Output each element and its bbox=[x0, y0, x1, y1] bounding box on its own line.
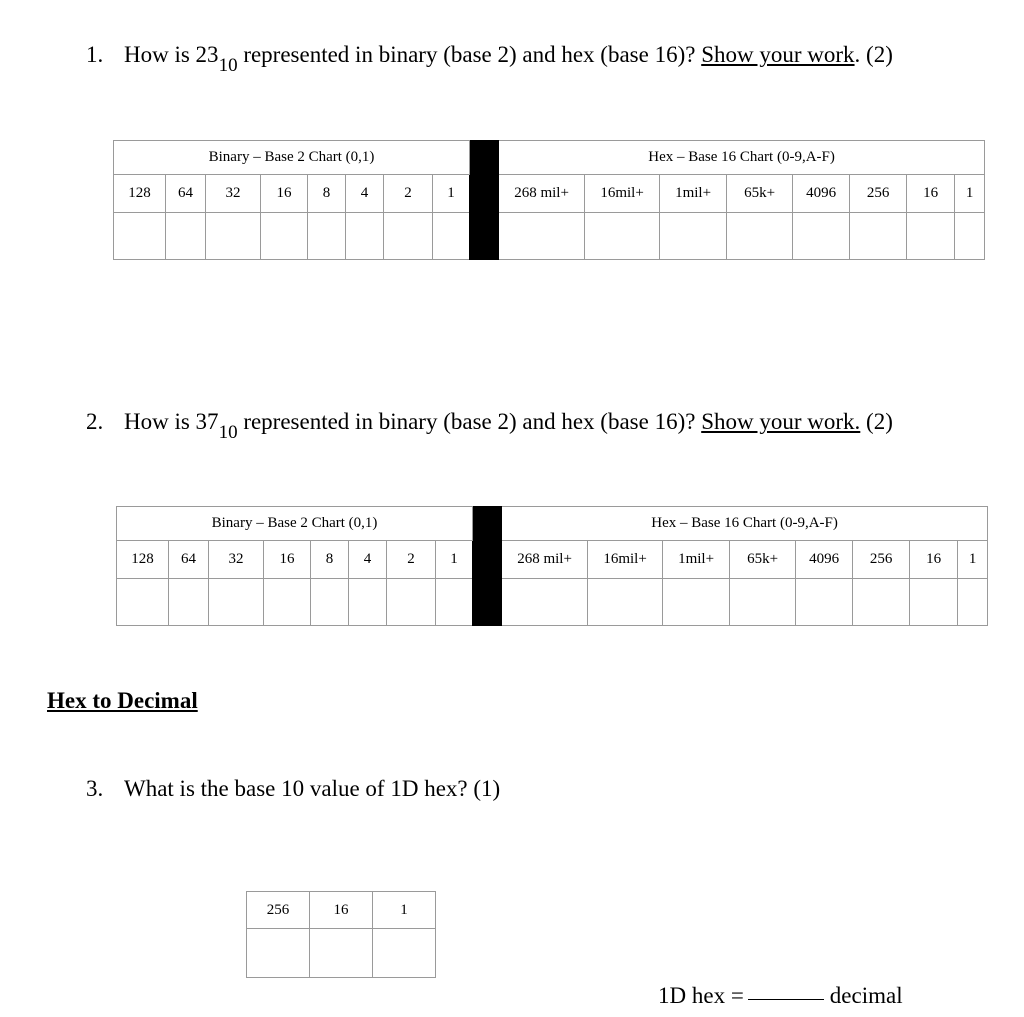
answer-cell[interactable] bbox=[958, 579, 988, 626]
answer-cell[interactable] bbox=[588, 579, 663, 626]
binary-place-value: 16 bbox=[261, 175, 308, 213]
hex-place-value: 256 bbox=[247, 892, 310, 929]
binary-place-value: 16 bbox=[264, 541, 311, 579]
show-work-instruction: Show your work bbox=[701, 42, 855, 67]
answer-cell[interactable] bbox=[264, 579, 311, 626]
hex-place-value: 256 bbox=[853, 541, 910, 579]
hex-place-value: 256 bbox=[850, 175, 907, 213]
answer-cell[interactable] bbox=[436, 579, 473, 626]
answer-cell[interactable] bbox=[502, 579, 588, 626]
hex-place-value: 1 bbox=[373, 892, 436, 929]
binary-place-value: 4 bbox=[349, 541, 387, 579]
hex-chart-title: Hex – Base 16 Chart (0-9,A-F) bbox=[499, 141, 985, 175]
question-1 bbox=[86, 42, 893, 76]
question-text: represented in binary (base 2) and hex (base 16)? bbox=[237, 409, 702, 434]
section-heading: Hex to Decimal bbox=[47, 688, 198, 713]
hex-place-value-chart bbox=[246, 891, 436, 978]
question-text: How is 23 bbox=[124, 42, 219, 67]
answer-cell[interactable] bbox=[387, 579, 436, 626]
binary-place-value: 4 bbox=[346, 175, 384, 213]
chart-divider bbox=[470, 141, 499, 260]
binary-place-value: 64 bbox=[166, 175, 206, 213]
answer-suffix: decimal bbox=[829, 983, 903, 1008]
binary-place-value: 8 bbox=[311, 541, 349, 579]
binary-place-value: 8 bbox=[308, 175, 346, 213]
answer-cell[interactable] bbox=[373, 929, 436, 978]
question-text: How is 37 bbox=[124, 409, 219, 434]
binary-place-value: 64 bbox=[169, 541, 209, 579]
answer-cell[interactable] bbox=[384, 213, 433, 260]
binary-place-value: 1 bbox=[436, 541, 473, 579]
hex-place-value: 1 bbox=[958, 541, 988, 579]
question-points: (2) bbox=[860, 409, 893, 434]
answer-line bbox=[658, 983, 903, 1009]
base-subscript: 10 bbox=[218, 422, 238, 443]
question-number: 1. bbox=[86, 42, 104, 67]
answer-cell[interactable] bbox=[169, 579, 209, 626]
hex-place-value: 1mil+ bbox=[660, 175, 727, 213]
answer-blank[interactable] bbox=[748, 999, 824, 1000]
answer-cell[interactable] bbox=[117, 579, 169, 626]
answer-cell[interactable] bbox=[853, 579, 910, 626]
hex-place-value: 16mil+ bbox=[588, 541, 663, 579]
hex-place-value: 65k+ bbox=[730, 541, 796, 579]
question-2 bbox=[86, 409, 893, 443]
binary-chart-title: Binary – Base 2 Chart (0,1) bbox=[117, 507, 473, 541]
answer-cell[interactable] bbox=[850, 213, 907, 260]
answer-cell[interactable] bbox=[730, 579, 796, 626]
question-text: represented in binary (base 2) and hex (base 16)? bbox=[237, 42, 702, 67]
question-3 bbox=[86, 776, 500, 802]
question-number: 2. bbox=[86, 409, 104, 434]
conversion-chart-2 bbox=[116, 506, 988, 626]
answer-cell[interactable] bbox=[585, 213, 660, 260]
answer-cell[interactable] bbox=[346, 213, 384, 260]
conversion-chart-1 bbox=[113, 140, 985, 260]
answer-cell[interactable] bbox=[796, 579, 853, 626]
answer-cell[interactable] bbox=[349, 579, 387, 626]
show-work-instruction: Show your work. bbox=[701, 409, 861, 434]
question-points: . (2) bbox=[854, 42, 893, 67]
binary-place-value: 2 bbox=[387, 541, 436, 579]
answer-cell[interactable] bbox=[209, 579, 264, 626]
answer-cell[interactable] bbox=[910, 579, 958, 626]
hex-place-value: 16mil+ bbox=[585, 175, 660, 213]
answer-cell[interactable] bbox=[433, 213, 470, 260]
answer-cell[interactable] bbox=[955, 213, 985, 260]
hex-place-value: 16 bbox=[907, 175, 955, 213]
answer-cell[interactable] bbox=[907, 213, 955, 260]
answer-cell[interactable] bbox=[166, 213, 206, 260]
answer-cell[interactable] bbox=[311, 579, 349, 626]
answer-cell[interactable] bbox=[114, 213, 166, 260]
hex-chart-title: Hex – Base 16 Chart (0-9,A-F) bbox=[502, 507, 988, 541]
answer-cell[interactable] bbox=[261, 213, 308, 260]
binary-place-value: 2 bbox=[384, 175, 433, 213]
binary-chart-title: Binary – Base 2 Chart (0,1) bbox=[114, 141, 470, 175]
binary-place-value: 32 bbox=[209, 541, 264, 579]
answer-prefix: 1D hex = bbox=[658, 983, 744, 1008]
hex-place-value: 1 bbox=[955, 175, 985, 213]
hex-place-value: 268 mil+ bbox=[502, 541, 588, 579]
answer-cell[interactable] bbox=[206, 213, 261, 260]
hex-place-value: 1mil+ bbox=[663, 541, 730, 579]
answer-cell[interactable] bbox=[499, 213, 585, 260]
answer-cell[interactable] bbox=[727, 213, 793, 260]
hex-place-value: 4096 bbox=[793, 175, 850, 213]
question-number: 3. bbox=[86, 776, 104, 801]
base-subscript: 10 bbox=[218, 55, 238, 76]
hex-place-value: 268 mil+ bbox=[499, 175, 585, 213]
answer-cell[interactable] bbox=[247, 929, 310, 978]
hex-place-value: 16 bbox=[910, 541, 958, 579]
answer-cell[interactable] bbox=[793, 213, 850, 260]
binary-place-value: 128 bbox=[117, 541, 169, 579]
answer-cell[interactable] bbox=[310, 929, 373, 978]
answer-cell[interactable] bbox=[663, 579, 730, 626]
answer-cell[interactable] bbox=[308, 213, 346, 260]
hex-place-value: 65k+ bbox=[727, 175, 793, 213]
hex-place-value: 4096 bbox=[796, 541, 853, 579]
chart-divider bbox=[473, 507, 502, 626]
binary-place-value: 128 bbox=[114, 175, 166, 213]
binary-place-value: 32 bbox=[206, 175, 261, 213]
binary-place-value: 1 bbox=[433, 175, 470, 213]
hex-place-value: 16 bbox=[310, 892, 373, 929]
question-text: What is the base 10 value of 1D hex? (1) bbox=[124, 776, 501, 801]
answer-cell[interactable] bbox=[660, 213, 727, 260]
